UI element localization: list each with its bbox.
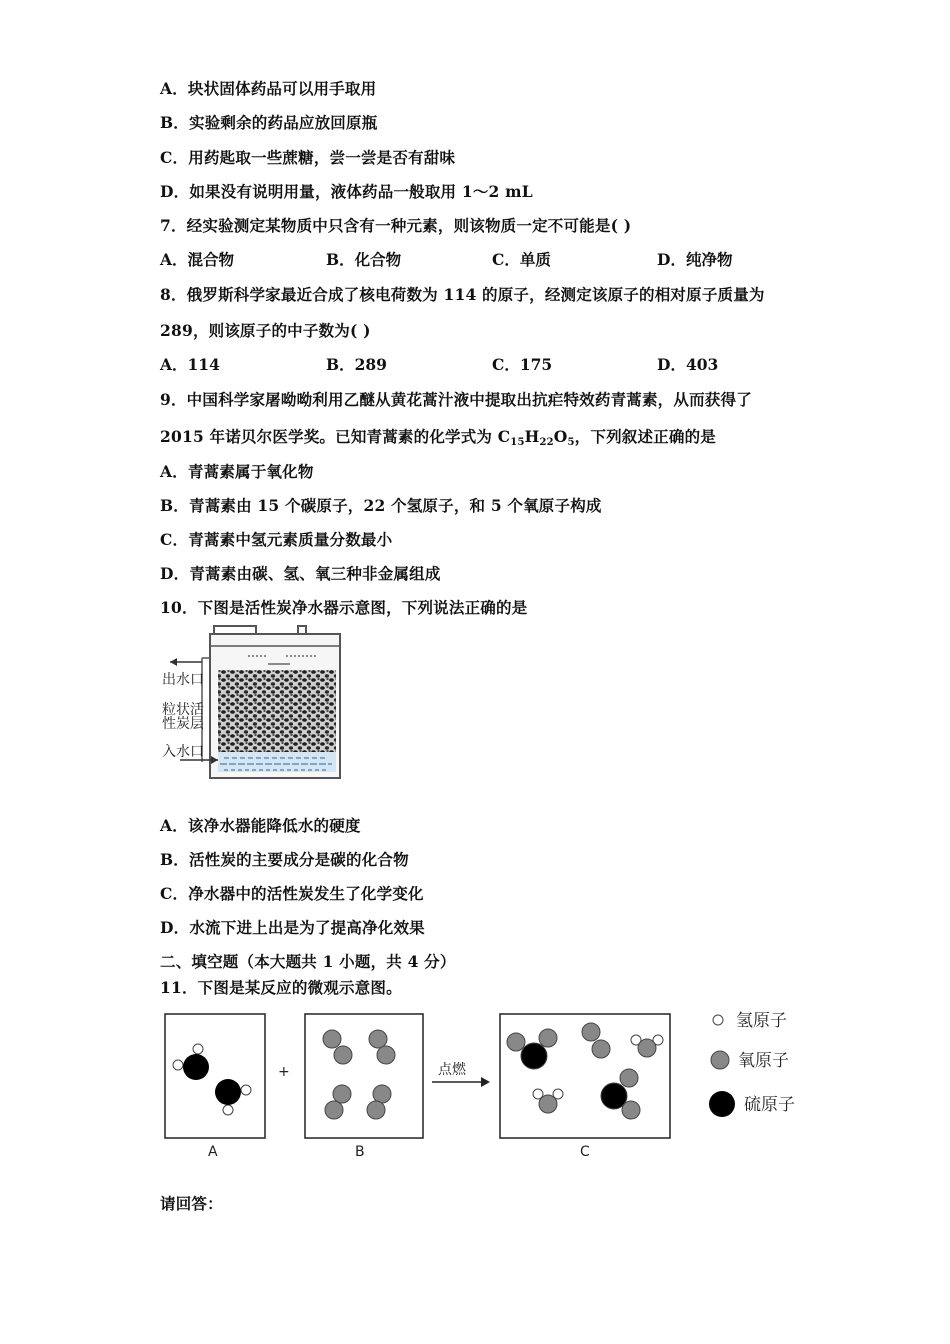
oxygen-atom [367,1101,385,1119]
q8-option-b: B．289 [326,355,387,374]
q8-stem-line1: 8．俄罗斯科学家最近合成了核电荷数为 114 的原子，经测定该原子的相对原子质量为 [160,285,765,304]
reaction-arrow-head [481,1077,490,1087]
oxygen-atom [539,1029,557,1047]
q9-stem-suffix: ，下列叙述正确的是 [574,427,716,446]
oxygen-atom [582,1023,600,1041]
plus-sign: + [278,1064,290,1080]
q9-stem-prefix: 2015 年诺贝尔医学奖。已知青蒿素的化学式为 C [160,427,511,446]
q9-option-a: A．青蒿素属于氧化物 [160,462,314,481]
sulfur-atom [521,1043,547,1069]
oxygen-atom [592,1040,610,1058]
formula-o: O [553,427,568,446]
inlet-label: 入水口 [162,744,204,760]
formula-o-subscript: 5 [567,437,575,448]
reaction-diagram [160,1006,810,1166]
oxygen-atom [539,1095,557,1113]
oxygen-atom [325,1101,343,1119]
oxygen-atom [377,1046,395,1064]
q10-stem: 10．下图是活性炭净水器示意图，下列说法正确的是 [160,598,528,617]
q6-option-c: C．用药匙取一些蔗糖，尝一尝是否有甜味 [160,148,456,167]
sulfur-atom [183,1054,209,1080]
sulfur-atom [601,1083,627,1109]
legend-sulfur-icon [709,1091,735,1117]
q7-option-b: B．化合物 [326,250,402,269]
formula-h-subscript: 22 [539,437,554,448]
oxygen-atom [333,1085,351,1103]
legend-sulfur-label: 硫原子 [744,1095,795,1115]
q8-option-a: A．114 [160,355,220,374]
legend [709,1011,795,1117]
arrow-label: 点燃 [438,1062,466,1078]
q10-option-a: A．该净水器能降低水的硬度 [160,816,361,835]
q9-option-d: D．青蒿素由碳、氢、氧三种非金属组成 [160,564,441,583]
q8-option-c: C．175 [492,355,553,374]
q7-option-a: A．混合物 [160,250,235,269]
box-a-label: A [208,1144,218,1160]
oxygen-atom [620,1069,638,1087]
q7-option-c: C．单质 [492,250,551,269]
q9-option-b: B．青蒿素由 15 个碳原子，22 个氢原子，和 5 个氧原子构成 [160,496,602,515]
legend-oxygen-label: 氧原子 [738,1051,789,1071]
oxygen-atom [334,1046,352,1064]
hydrogen-atom [241,1085,251,1095]
hydrogen-atom [223,1105,233,1115]
q10-option-c: C．净水器中的活性炭发生了化学变化 [160,884,424,903]
answer-prompt: 请回答： [160,1194,223,1213]
section-heading: 二、填空题（本大题共 1 小题，共 4 分） [160,952,456,971]
q9-stem-line1: 9．中国科学家屠呦呦利用乙醚从黄花蒿汁液中提取出抗疟特效药青蒿素，从而获得了 [160,390,752,409]
box-b [305,1014,423,1138]
oxygen-atom [507,1033,525,1051]
q10-option-d: D．水流下进上出是为了提高净化效果 [160,918,425,937]
q8-option-d: D．403 [657,355,719,374]
q9-stem-line2 [160,425,716,448]
legend-hydrogen-icon [713,1015,723,1025]
sulfur-atom [215,1079,241,1105]
q7-stem: 7．经实验测定某物质中只含有一种元素，则该物质一定不可能是( ) [160,216,632,235]
oxygen-atom [323,1030,341,1048]
oxygen-atom [369,1030,387,1048]
water-purifier-diagram [158,622,348,784]
legend-hydrogen-label: 氢原子 [736,1011,787,1031]
q7-option-d: D．纯净物 [657,250,733,269]
q11-stem: 11．下图是某反应的微观示意图。 [160,978,402,997]
carbon-layer-label-1: 粒状活 [162,702,204,718]
outlet-arrow-head [170,658,177,666]
oxygen-atom [373,1085,391,1103]
q10-option-b: B．活性炭的主要成分是碳的化合物 [160,850,409,869]
carbon-layer-label-2: 性炭层 [162,716,204,732]
formula-c-subscript: 15 [510,437,525,448]
hydrogen-atom [173,1060,183,1070]
bottom-water-layer [218,752,336,772]
outlet-label: 出水口 [162,672,204,688]
q8-stem-line2: 289，则该原子的中子数为( ) [160,321,371,340]
q6-option-d: D．如果没有说明用量，液体药品一般取用 1～2 mL [160,182,533,201]
q6-option-a: A．块状固体药品可以用手取用 [160,79,377,98]
activated-carbon-layer [218,670,336,752]
oxygen-atom [638,1039,656,1057]
q9-option-c: C．青蒿素中氢元素质量分数最小 [160,530,393,549]
top-pipe-right [298,626,306,634]
box-a [165,1014,265,1138]
formula-h: H [524,427,540,446]
box-b-label: B [355,1144,365,1160]
legend-oxygen-icon [711,1051,729,1069]
box-c-label: C [580,1144,590,1160]
hydrogen-atom [193,1044,203,1054]
q6-option-b: B．实验剩余的药品应放回原瓶 [160,113,378,132]
top-pipe-left [214,626,256,634]
